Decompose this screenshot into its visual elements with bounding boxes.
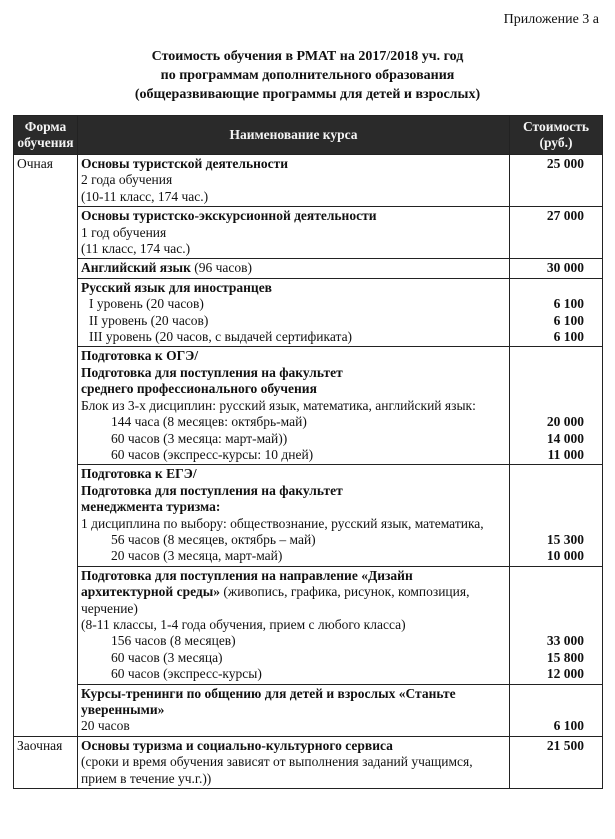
course-option: 60 часов (3 месяца) [111,649,223,665]
course-cell [78,736,510,788]
price-value: 12 000 [546,666,584,682]
table-header-row [14,116,603,155]
table-row [14,278,603,347]
price-value: 6 100 [553,718,584,734]
course-detail: (живопись, графика, рисунок, композиция, [220,584,470,600]
price-value: 15 300 [546,531,584,547]
table-row [14,155,603,207]
course-title: Основы туристско-экскурсионной деятельности [81,208,377,224]
course-title: Курсы-тренинги по общению для детей и взрослых «Станьте [81,685,456,701]
table-row [14,684,603,736]
price-value: 11 000 [547,446,584,462]
course-detail: 20 часов [81,718,130,734]
course-cell [78,566,510,684]
title-line-2: по программам дополнительного образования [160,68,455,83]
course-detail: 1 год обучения [81,224,167,240]
course-detail: черчение) [81,600,138,616]
form-cell [14,259,78,278]
table-row [14,566,603,684]
course-level: II уровень (20 часов) [89,312,209,328]
course-option: 144 часа (8 месяцев: октябрь-май) [111,414,307,430]
course-title: Подготовка к ЕГЭ/ [81,466,197,482]
course-option: 60 часов (3 месяца: март-май)) [111,430,288,446]
price-value: 6 100 [553,296,584,312]
course-detail: (сроки и время обучения зависят от выполнения заданий учащимся, [81,754,473,770]
price-table [13,115,603,789]
course-cell [78,684,510,736]
course-cell [78,259,510,278]
price-value: 6 100 [553,312,584,328]
course-option: 60 часов (экспресс-курсы: 10 дней) [111,446,314,462]
course-cell [78,465,510,566]
course-detail: (10-11 класс, 174 час.) [81,188,209,204]
course-option: 60 часов (экспресс-курсы) [111,666,262,682]
form-cell [14,155,78,207]
price-cell [510,465,603,566]
price-cell [510,347,603,465]
course-title: уверенными» [81,702,165,717]
price-cell [510,566,603,684]
course-title: Основы туризма и социально-культурного сервиса [81,737,393,753]
form-cell [14,736,78,788]
price-value: 21 500 [546,737,584,753]
course-cell [78,155,510,207]
course-detail: прием в течение уч.г.)) [81,770,212,786]
course-title: Английский язык [81,260,191,276]
header-price: Стоимость (руб.) [510,116,603,155]
course-option: 156 часов (8 месяцев) [111,633,236,649]
course-detail: (8-11 классы, 1-4 года обучения, прием с любого класса) [81,616,406,632]
course-title: Подготовка для поступления на факультет [81,482,343,498]
price-value: 27 000 [546,208,584,224]
table-row [14,736,603,788]
course-cell [78,278,510,347]
course-title: Подготовка для поступления на факультет [81,364,343,380]
course-option: 20 часов (3 месяца, март-май) [111,548,283,564]
course-detail: (96 часов) [190,260,252,276]
form-cell [14,566,78,684]
price-cell [510,259,603,278]
price-value: 6 100 [553,329,584,345]
course-cell [78,347,510,465]
course-cell [78,207,510,259]
price-value: 25 000 [546,156,584,171]
price-value: 30 000 [546,260,584,276]
form-cell [14,684,78,736]
price-cell [510,736,603,788]
price-value: 14 000 [546,430,584,446]
course-detail: 1 дисциплина по выбору: обществознание, русский язык, математика, [81,515,484,531]
form-cell [14,278,78,347]
price-value: 10 000 [546,548,584,564]
course-detail: (11 класс, 174 час.) [81,241,191,257]
document-title [0,47,615,104]
form-cell [14,207,78,259]
course-title: Подготовка для поступления на направление «Дизайн [81,567,413,583]
price-value: 15 800 [546,649,584,665]
table-row [14,259,603,278]
course-title: Русский язык для иностранцев [81,279,272,295]
price-cell [510,684,603,736]
course-title: Подготовка к ОГЭ/ [81,348,199,364]
form-distance: Заочная [17,737,63,753]
annex-label: Приложение 3 а [503,12,599,27]
course-level: I уровень (20 часов) [89,296,204,312]
header-course: Наименование курса [78,116,510,155]
price-value: 33 000 [546,633,584,649]
price-cell [510,155,603,207]
price-value: 20 000 [546,414,584,430]
form-full-time: Очная [17,156,53,171]
price-cell [510,278,603,347]
course-title: менеджмента туризма: [81,499,221,515]
course-option: 56 часов (8 месяцев, октябрь – май) [111,531,316,547]
course-detail: 2 года обучения [81,172,173,188]
table-row [14,347,603,465]
table-row [14,207,603,259]
title-line-1: Стоимость обучения в РМАТ на 2017/2018 уч. год [151,49,464,64]
course-title: среднего профессионального обучения [81,381,317,397]
form-cell [14,347,78,465]
title-line-3: (общеразвивающие программы для детей и взрослых) [134,87,481,102]
price-cell [510,207,603,259]
header-form: Форма обучения [14,116,78,155]
course-title: Основы туристской деятельности [81,156,289,171]
table-row [14,465,603,566]
form-cell [14,465,78,566]
course-level: III уровень (20 часов, с выдачей сертификата) [89,329,353,345]
course-detail: Блок из 3-х дисциплин: русский язык, математика, английский язык: [81,397,476,413]
course-title: архитектурной среды» [81,584,221,600]
